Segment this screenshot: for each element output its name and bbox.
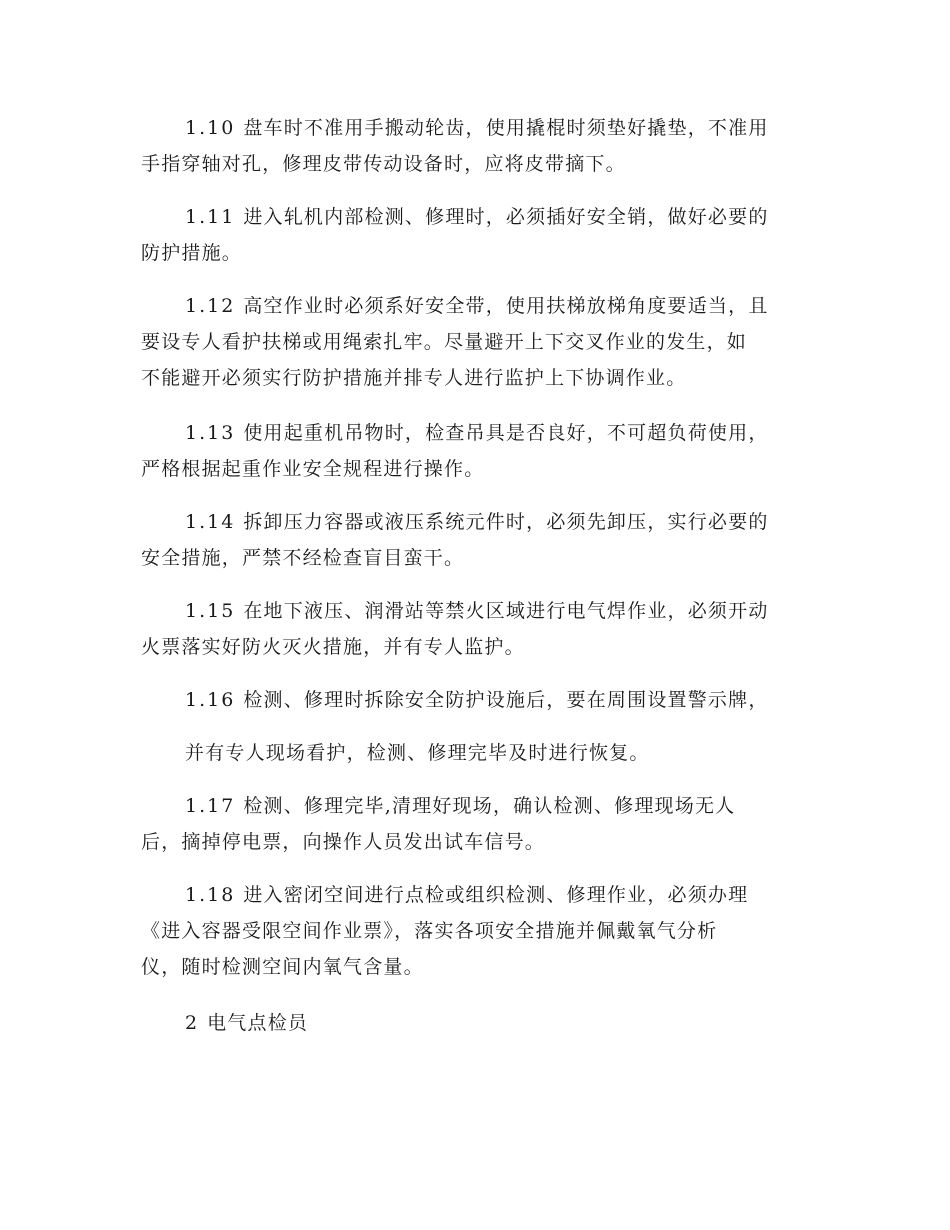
section-number: 1.12 bbox=[185, 295, 236, 317]
paragraph-1-17 bbox=[141, 788, 821, 860]
paragraph-line bbox=[141, 415, 821, 451]
paragraph-line: 火票落实好防火灭火措施，并有专人监护。 bbox=[141, 636, 525, 658]
section-number: 1.18 bbox=[185, 884, 236, 906]
section-number: 1.16 bbox=[185, 689, 236, 711]
paragraph-line: 严格根据起重作业安全规程进行操作。 bbox=[141, 458, 485, 480]
paragraph-text: 进入密闭空间进行点检或组织检测、修理作业，必须办理 bbox=[243, 884, 749, 906]
paragraph-1-10 bbox=[141, 110, 821, 182]
section-number: 1.15 bbox=[185, 600, 236, 622]
paragraph-text: 盘车时不准用手搬动轮齿，使用撬棍时须垫好撬垫，不准用 bbox=[243, 117, 769, 139]
paragraph-1-16-continued bbox=[141, 735, 821, 771]
section-number: 1.14 bbox=[185, 511, 236, 533]
paragraph-text: 进入轧机内部检测、修理时，必须插好安全销，做好必要的 bbox=[243, 206, 769, 228]
paragraph-line: 要设专人看护扶梯或用绳索扎牢。尽量避开上下交叉作业的发生，如 bbox=[141, 331, 748, 353]
paragraph-text: 检测、修理时拆除安全防护设施后，要在周围设置警示牌， bbox=[243, 689, 769, 711]
paragraph-line bbox=[141, 788, 821, 824]
paragraph-text: 检测、修理完毕,清理好现场，确认检测、修理现场无人 bbox=[243, 795, 736, 817]
section-title: 电气点检员 bbox=[207, 1012, 309, 1034]
paragraph-1-12 bbox=[141, 288, 821, 396]
paragraph-line bbox=[141, 110, 821, 146]
paragraph-line: 防护措施。 bbox=[141, 242, 243, 264]
section-number: 1.17 bbox=[185, 795, 236, 817]
paragraph-1-14 bbox=[141, 504, 821, 576]
paragraph-1-16 bbox=[141, 682, 821, 718]
paragraph-text: 高空作业时必须系好安全带，使用扶梯放梯角度要适当，且 bbox=[243, 295, 769, 317]
paragraph-1-15 bbox=[141, 593, 821, 665]
paragraph-line: 《进入容器受限空间作业票》，落实各项安全措施并佩戴氧气分析 bbox=[141, 920, 718, 942]
section-heading bbox=[141, 1005, 821, 1041]
section-number: 1.13 bbox=[185, 422, 236, 444]
paragraph-1-13 bbox=[141, 415, 821, 487]
paragraph-text: 在地下液压、润滑站等禁火区域进行电气焊作业，必须开动 bbox=[243, 600, 769, 622]
paragraph-line: 安全措施，严禁不经检查盲目蛮干。 bbox=[141, 547, 465, 569]
section-number: 1.10 bbox=[185, 117, 236, 139]
paragraph-line: 仪，随时检测空间内氧气含量。 bbox=[141, 956, 424, 978]
section-number: 1.11 bbox=[185, 206, 236, 228]
paragraph-line: 手指穿轴对孔，修理皮带传动设备时，应将皮带摘下。 bbox=[141, 153, 626, 175]
paragraph-line: 不能避开必须实行防护措施并排专人进行监护上下协调作业。 bbox=[141, 367, 687, 389]
section-number: 2 bbox=[185, 1012, 200, 1034]
paragraph-text: 使用起重机吊物时，检查吊具是否良好，不可超负荷使用， bbox=[243, 422, 769, 444]
paragraph-line bbox=[141, 682, 821, 718]
paragraph-line bbox=[141, 199, 821, 235]
paragraph-line bbox=[141, 288, 821, 324]
paragraph-line bbox=[141, 504, 821, 540]
paragraph-line bbox=[141, 877, 821, 913]
paragraph-line: 并有专人现场看护，检测、修理完毕及时进行恢复。 bbox=[185, 742, 650, 764]
paragraph-text: 拆卸压力容器或液压系统元件时，必须先卸压，实行必要的 bbox=[243, 511, 769, 533]
paragraph-1-18 bbox=[141, 877, 821, 985]
paragraph-1-11 bbox=[141, 199, 821, 271]
paragraph-line: 后，摘掉停电票，向操作人员发出试车信号。 bbox=[141, 831, 546, 853]
section-heading-2 bbox=[141, 1005, 821, 1041]
paragraph-line bbox=[141, 593, 821, 629]
